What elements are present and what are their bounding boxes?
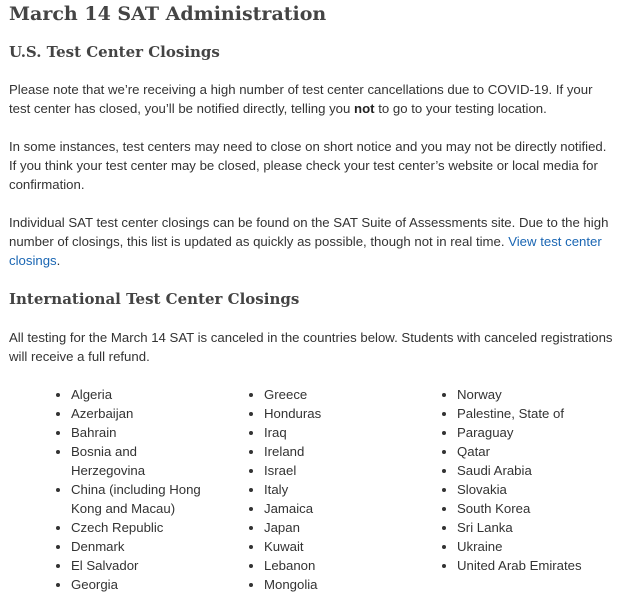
country-list-item: Palestine, State of — [442, 404, 607, 423]
country-list-item: Lebanon — [249, 556, 394, 575]
country-list-item: Jamaica — [249, 499, 394, 518]
country-list-item: Ukraine — [442, 537, 607, 556]
country-list-item: South Korea — [442, 499, 607, 518]
us-closings-paragraph-2: In some instances, test centers may need to close on short notice and you may not be directly notified. If you think your test center may be closed, please check your test center’s website or local media for confirmation. — [9, 139, 607, 192]
us-closings-paragraph-1 — [9, 80, 614, 118]
country-list-item: Bahrain — [56, 423, 201, 442]
country-list-item: Greece — [249, 385, 394, 404]
country-list-item: Czech Republic — [56, 518, 201, 537]
international-closings-heading: International Test Center Closings — [9, 290, 300, 308]
country-list-item: Denmark — [56, 537, 201, 556]
country-list-item: Sri Lanka — [442, 518, 607, 537]
country-list-column-3 — [442, 385, 607, 575]
para3-text: Individual SAT test center closings can be found on the SAT Suite of Assessments site. Due to the high number of closings, this list is updated as quickly as possible, though not in real time. — [9, 215, 609, 249]
international-closings-intro: All testing for the March 14 SAT is canceled in the countries below. Students with canceled registrations will receive a full refund. — [9, 330, 613, 364]
para3-period: . — [56, 253, 61, 268]
country-list-item: Honduras — [249, 404, 394, 423]
para1-bold-not: not — [354, 101, 375, 116]
country-list-item: United Arab Emirates — [442, 556, 607, 575]
country-list-item: Paraguay — [442, 423, 607, 442]
view-test-center-closings-link[interactable]: View test center closings — [9, 234, 602, 268]
country-list-item: China (including Hong Kong and Macau) — [56, 480, 201, 518]
country-list-item: Japan — [249, 518, 394, 537]
country-list-item: Kuwait — [249, 537, 394, 556]
country-list-item: Israel — [249, 461, 394, 480]
country-list-item: Italy — [249, 480, 394, 499]
country-list-item: Ireland — [249, 442, 394, 461]
country-list-item: Georgia — [56, 575, 201, 594]
country-list-item: Saudi Arabia — [442, 461, 607, 480]
country-list-item: Bosnia and Herzegovina — [56, 442, 201, 480]
country-list-item: Slovakia — [442, 480, 607, 499]
us-closings-heading: U.S. Test Center Closings — [9, 43, 220, 61]
para1-text-end: to go to your testing location. — [374, 101, 547, 116]
country-list-item: Qatar — [442, 442, 607, 461]
page-title: March 14 SAT Administration — [9, 3, 327, 25]
country-list-item: Azerbaijan — [56, 404, 201, 423]
country-list-item: Iraq — [249, 423, 394, 442]
us-closings-paragraph-3 — [9, 213, 614, 270]
country-list-column-2 — [249, 385, 394, 594]
country-list-item: Norway — [442, 385, 607, 404]
country-list-item: Algeria — [56, 385, 201, 404]
country-list-item: El Salvador — [56, 556, 201, 575]
country-list-column-1 — [56, 385, 201, 594]
para1-text-start: Please note that we’re receiving a high number of test center cancellations due to COVID-19. If your test center has closed, you’ll be notified directly, telling you — [9, 82, 593, 116]
country-list-item: Mongolia — [249, 575, 394, 594]
